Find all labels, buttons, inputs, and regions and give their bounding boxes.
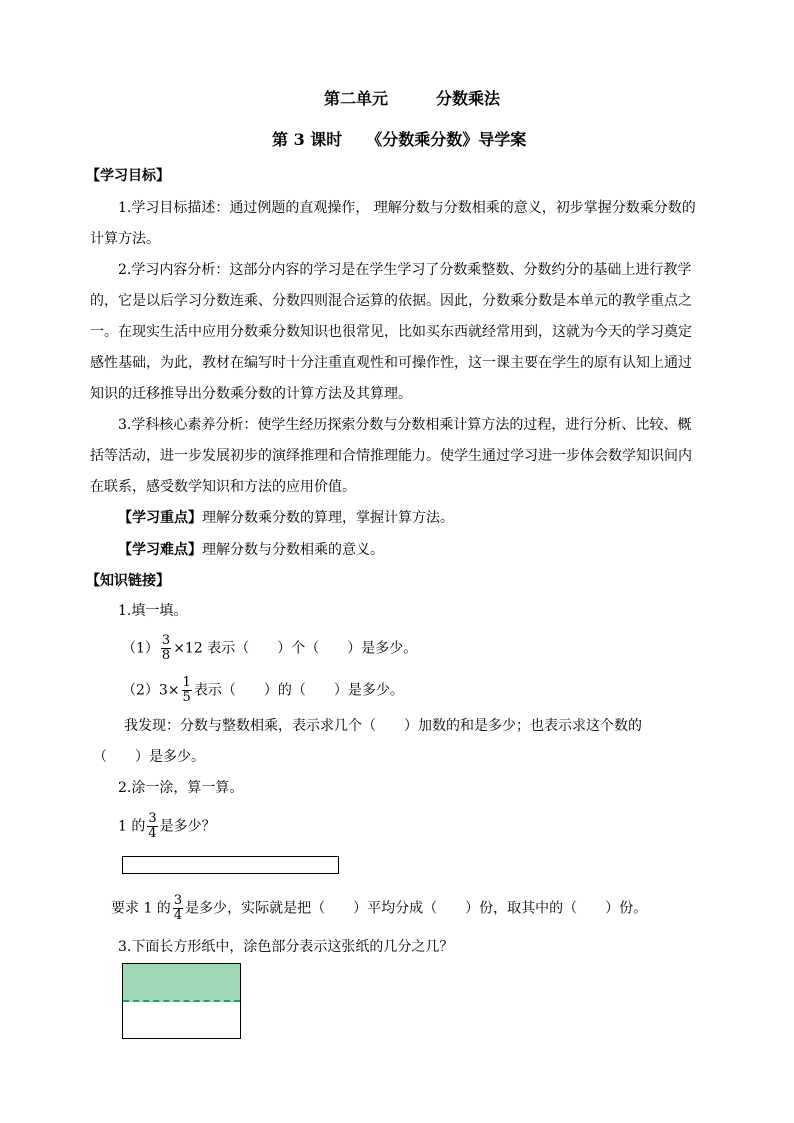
discover-line-1: 我发现：分数与整数相乘，表示求几个（ ）加数的和是多少；也表示求这个数的 [124,718,642,734]
q2-title: 2.涂一涂，算一算。 [118,780,244,796]
fraction-denominator: 5 [182,690,191,705]
q2-answer-rest: 是多少，实际就是把（ ）平均分成（ ）份，取其中的（ ）份。 [185,900,648,917]
q2-rest: 是多少？ [159,818,216,835]
fraction-numerator: 3 [148,811,157,826]
goal-item-3: 3.学科核心素养分析：使学生经历探索分数与分数相乘计算方法的过程，进行分析、比较、概括等活动，进一步发展初步的演绎推理和合情推理能力。使学生通过学习进一步体会数学知识间内在联系，感受数学知识和方法的应用价值。 [90,417,692,495]
shaded-part [123,964,240,1002]
key-point [118,508,454,528]
fraction [182,676,192,705]
q1a-prefix: （1） [122,640,159,657]
q1b-prefix: （2）3× [122,682,180,699]
fraction [173,894,183,923]
fraction-numerator: 3 [173,893,183,908]
q2-answer [111,894,647,923]
difficult-point-label: 【学习难点】 [118,542,202,558]
fraction-numerator: 3 [161,633,171,648]
unit-title: 第二单元 分数乘法 [324,89,501,108]
fraction [161,634,171,663]
q1b [122,676,404,705]
difficult-point-text: 理解分数与分数相乘的意义。 [202,542,384,558]
key-point-label: 【学习重点】 [118,510,202,526]
goal-item-2: 2.学习内容分析：这部分内容的学习是在学生学习了分数乘整数、分数约分的基础上进行教学的，它是以后学习分数连乘、分数四则混合运算的依据。因此，分数乘分数是本单元的教学重点之一。在现实生活中应用分数乘分数知识也很常见，比如买东西就经常用到，这就为今天的学习奠定感性基础，为此，教材在编写时十分注重直观性和可操作性，这一课主要在学生的原有认知上通过知识的迁移推导出分数乘分数的计算方法及其算理。 [90,262,692,402]
key-point-text: 理解分数乘分数的算理，掌握计算方法。 [202,510,454,526]
q3-title: 3.下面长方形纸中，涂色部分表示这张纸的几分之几？ [118,939,454,955]
q1a-rest: ×12 表示（ ）个（ ）是多少。 [173,640,418,657]
lesson-title: 第 3 课时 《分数乘分数》导学案 [272,130,527,149]
fraction-denominator: 4 [173,908,183,923]
coloring-strip[interactable] [122,856,339,874]
q2-question [118,812,216,841]
rectangle-paper [122,963,241,1039]
q1a [122,634,417,663]
discover-line-2: （ ）是多少。 [93,749,205,765]
q2-prefix: 1 的 [118,818,146,835]
fraction-denominator: 8 [161,648,171,663]
fraction-denominator: 4 [148,826,157,841]
difficult-point [118,540,384,560]
fraction-numerator: 1 [182,675,191,690]
fraction [147,812,157,841]
q2-answer-prefix: 要求 1 的 [111,900,171,917]
q1b-rest: 表示（ ）的（ ）是多少。 [193,682,404,699]
q1-title: 1.填一填。 [118,603,188,619]
links-heading: 【知识链接】 [86,573,170,589]
goal-item-1: 1.学习目标描述：通过例题的直观操作， 理解分数与分数相乘的意义，初步掌握分数乘分数的计算方法。 [90,200,696,247]
goals-heading: 【学习目标】 [86,168,170,184]
